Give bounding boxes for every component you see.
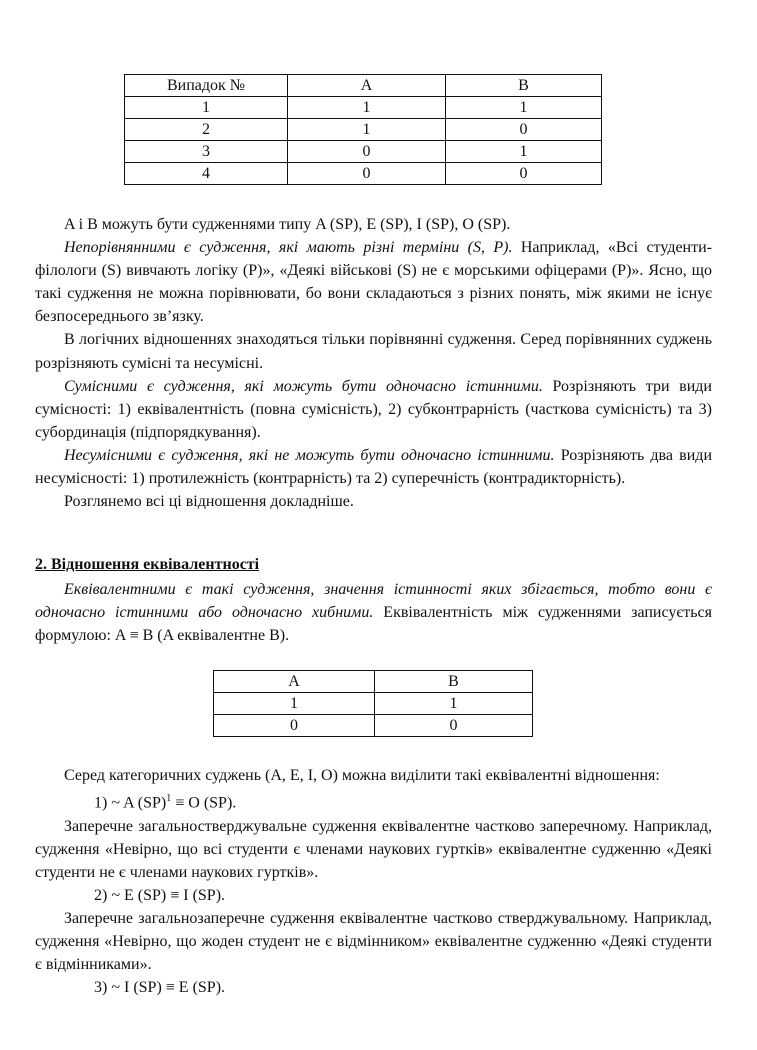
definition-compatible: Сумісними є судження, які можуть бути одночасно істинними.	[64, 377, 543, 395]
table-cell: 2	[125, 119, 288, 141]
table-cell: 0	[446, 163, 602, 185]
formula-2	[35, 884, 712, 907]
section-equivalence-definition	[35, 578, 712, 647]
section-comparable-judgements	[35, 213, 712, 513]
section-heading-equivalence: 2. Відношення еквівалентності	[35, 556, 260, 573]
table-header-b: B	[446, 75, 602, 97]
table-cell: 1	[446, 141, 602, 163]
table-row	[125, 163, 602, 185]
table-cell: 1	[375, 693, 533, 715]
paragraph-text: Еквівалентність між судженнями записується формулою: A ≡ B (A еквівалентне B).	[35, 604, 712, 645]
table-cell: 1	[288, 119, 446, 141]
paragraph-example-1	[35, 815, 712, 884]
paragraph-example-2	[35, 907, 712, 976]
table-header-row	[214, 671, 533, 693]
paragraph-text: Серед категоричних суджень (A, E, I, O) можна виділити такі еквівалентні відношення:	[64, 767, 660, 784]
paragraph-text: В логічних відношеннях знаходяться тільки порівнянні судження. Серед порівнянних суджень розрізняють сумісні та несумісні.	[35, 331, 712, 372]
paragraph-text: Розрізняють два види несумісності: 1) протилежність (контрарність) та 2) суперечність (контрадикторність).	[35, 446, 713, 488]
definition-incompatible: Несумісними є судження, які не можуть бути одночасно істинними.	[64, 446, 555, 464]
table-cell: 0	[446, 119, 602, 141]
paragraph-text: Заперечне загальностверджувальне судження еквівалентне частково заперечному. Наприклад, судження «Невірно, що всі студенти є членами наукових гуртків» еквівалентне судженню «Деякі студенти не є членами наукових гуртків».	[35, 817, 712, 881]
paragraph-text: Розглянемо всі ці відношення докладніше.	[64, 493, 354, 511]
table-row	[125, 119, 602, 141]
formula-3	[35, 976, 712, 999]
footnote-mark: 1	[166, 793, 172, 805]
table-row	[125, 141, 602, 163]
table-header-a: A	[288, 75, 446, 97]
table-header-a: A	[214, 671, 375, 693]
paragraph-text: Заперечне загальнозаперечне судження еквівалентне частково стверджувальному. Наприклад, судження «Невірно, що жоден студент не є відмінником» еквівалентне судженню «Деякі студенти є відмінниками».	[35, 909, 712, 974]
formula-text: 3) ~ I (SP) ≡ E (SP).	[94, 979, 226, 997]
table-header-row	[125, 75, 602, 97]
paragraph-comparable	[35, 328, 712, 374]
section-categorical-equivalences	[35, 764, 712, 999]
formula-text: ≡ O (SP).	[171, 794, 237, 812]
paragraph-equivalence	[35, 578, 712, 647]
paragraph-text: Наприклад, «Всі студенти-філологи (S) вивчають логіку (P)», «Деякі військові (S) не є морськими офіцерами (P)». Ясно, що такі судження не можна порівнювати, бо вони складаються з різних понять, між якими не існує безпосереднього зв’язку.	[35, 239, 713, 326]
table-cell: 0	[288, 163, 446, 185]
formula-1	[35, 787, 712, 814]
paragraph-intro	[35, 764, 712, 787]
paragraph-text: A і B можуть бути судженнями типу A (SP), E (SP), I (SP), O (SP).	[64, 216, 511, 233]
paragraph-incompatible	[35, 444, 712, 490]
truth-table-cases	[124, 74, 602, 185]
paragraph-incomparable	[35, 236, 712, 328]
table-row	[125, 97, 602, 119]
table-cell: 1	[288, 97, 446, 119]
paragraph-next	[35, 490, 712, 513]
table-row	[214, 693, 533, 715]
paragraph-judgement-types	[35, 213, 712, 236]
table-header-case: Випадок №	[125, 75, 288, 97]
table-header-b: B	[375, 671, 533, 693]
formula-text: 2) ~ E (SP) ≡ I (SP).	[94, 886, 226, 904]
table-cell: 1	[446, 97, 602, 119]
table-cell: 0	[288, 141, 446, 163]
paragraph-text: Розрізняють три види сумісності: 1) еквівалентність (повна сумісність), 2) субконтрарність (часткова сумісність) та 3) субординація (підпорядкування).	[35, 377, 712, 441]
table-cell: 3	[125, 141, 288, 163]
definition-incomparable: Непорівнянними є судження, які мають різні терміни (S, P).	[64, 239, 513, 257]
table-row	[214, 715, 533, 737]
table-cell: 0	[214, 715, 375, 737]
table-cell: 4	[125, 163, 288, 185]
paragraph-compatible	[35, 375, 712, 444]
truth-table-equivalence	[213, 670, 533, 737]
table-cell: 0	[375, 715, 533, 737]
definition-equivalent: Еквівалентними є такі судження, значення істинності яких збігається, тобто вони є одночасно істинними або одночасно хибними.	[35, 581, 712, 622]
table-cell: 1	[214, 693, 375, 715]
table-cell: 1	[125, 97, 288, 119]
formula-text: 1) ~ A (SP)	[94, 794, 167, 812]
